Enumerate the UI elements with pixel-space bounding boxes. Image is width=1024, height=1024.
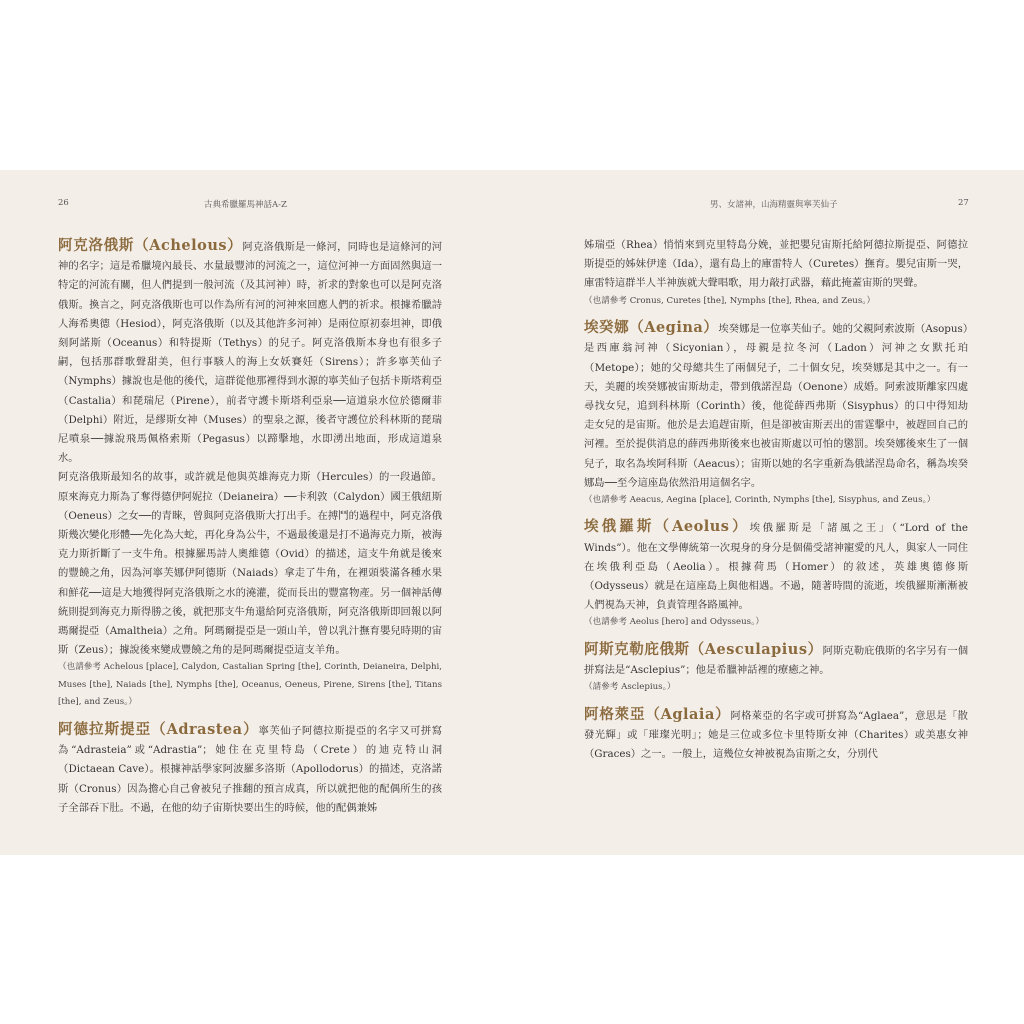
right-page-text [584, 236, 968, 772]
entry-reference: （也請參考 Achelous [place], Calydon, Castalian Spring [the], Corinth, Deianeira, Delphi, Muses [the], Naiads [the], Nymphs [the], Oceanus, Oeneus, Pirene, Sirens [the], Titans [the], and Zeus。） [58, 662, 442, 708]
entry [58, 720, 442, 818]
entry [584, 318, 968, 509]
entry-reference: （也請參考 Cronus, Curetes [the], Nymphs [the], Rhea, and Zeus。） [584, 295, 876, 306]
right-page [512, 170, 1024, 855]
entry [584, 705, 968, 765]
entry-body: 阿斯克勒庇俄斯的名字另有一個拼寫法是“Asclepius”；他是希臘神話裡的療癒之神。 [584, 644, 969, 677]
entry-body: 阿格萊亞的名字或可拼寫為“Aglaea”，意思是「散發光輝」或「璀璨光明」；她是三位或多位卡里特斯女神（Charites）或美惠女神（Graces）之一。一般上，這幾位女神被視為宙斯之女，分別代 [584, 709, 968, 761]
entry [58, 236, 442, 712]
left-page [0, 170, 512, 855]
entry-body: 阿克洛俄斯最知名的故事，或許就是他與英雄海克力斯（Hercules）的一段過節。原來海克力斯為了奪得德伊阿妮拉（Deianeira）──卡利敦（Calydon）國王俄紐斯（Oeneus）之女──的青睞，曾與阿克洛俄斯大打出手。在搏鬥的過程中，阿克洛俄斯幾次變化形體──先化為大蛇，再化身為公牛，不過最後還是打不過海克力斯，被海克力斯折斷了一支牛角。根據羅馬詩人奧維德（Ovid）的描述，這支牛角就是後來的豐饒之角，因為河寧芙娜伊阿德斯（Naiads）拿走了牛角，在裡頭裝滿各種水果和鮮花──這是大地獲得阿克洛俄斯之水的澆灌，從而長出的豐富物產。另一個神話傳統則提到海克力斯得勝之後，就把那支牛角還給阿克洛俄斯，阿克洛俄斯即回報以阿瑪爾提亞（Amaltheia）之角。阿瑪爾提亞是一頭山羊，曾以乳汁撫育嬰兒時期的宙斯（Zeus）；據說後來變成豐饒之角的是阿瑪爾提亞這支羊角。 [58, 471, 442, 657]
entry-reference: （也請參考 Aeolus [hero] and Odysseus。） [584, 617, 764, 628]
entry-body: 阿克洛俄斯是一條河，同時也是這條河的河神的名字；這是希臘境內最長、水量最豐沛的河流之一，這位河神一方面固然與這一特定的河流有關，但人們提到一般河流（及其河神）時，祈求的對象也可以是阿克洛俄斯。換言之，阿克洛俄斯也可以作為所有河的河神來回應人們的祈求。根據希臘詩人海希奧德（Hesiod），阿克洛俄斯（以及其他許多河神）是兩位原初泰坦神，即俄刻阿諾斯（Oceanus）和特提斯（Tethys）的兒子。阿克洛俄斯本身也有很多子嗣，包括那群歌聲甜美，但行事駭人的海上女妖賽妊（Sirens）；許多寧芙仙子（Nymphs）據說也是他的後代，這群從他那裡得到水源的寧芙仙子包括卡斯塔莉亞（Castalia）和琵瑞尼（Pirene），前者守護卡斯塔利亞泉──這道泉水位於德爾菲（Delphi）附近，是繆斯女神（Muses）的聖泉之源，後者守護位於科林斯的琵瑞尼噴泉──據說飛馬佩格索斯（Pegasus）以蹄擊地，水即湧出地面，形成這道泉水。 [58, 241, 443, 465]
entry-heading: 阿德拉斯提亞（Adrastea） [58, 720, 259, 738]
book-spread [0, 170, 1024, 855]
entry [584, 517, 968, 632]
entry [584, 640, 968, 697]
entry-body: 寧芙仙子阿德拉斯提亞的名字又可拼寫為“Adrasteia”或“Adrastia”；她住在克里特島（Crete）的迪克特山洞（Dictaean Cave）。根據神話學家阿波羅多洛斯（Apollodorus）的描述，克洛諾斯（Cronus）因為擔心自己會被兒子推翻的預言成真，所以就把他的配偶所生的孩子全部吞下肚。不過，在他的幼子宙斯快要出生的時候，他的配偶兼姊 [58, 724, 443, 814]
entry-heading: 阿格萊亞（Aglaia） [584, 705, 731, 723]
left-page-text [58, 236, 442, 826]
page-number: 27 [958, 198, 969, 208]
entry-body: 埃俄羅斯是「諸風之王」（“Lord of the Winds”）。他在文學傳統第一次現身的身分是個備受諸神寵愛的凡人，與家人一同住在埃俄利亞島（Aeolia）。根據荷馬（Homer）的敘述，英雄奧德修斯（Odysseus）就是在這座島上與他相遇。不過，隨著時間的流逝，埃俄羅斯漸漸被人們視為天神，負責管理各路風神。 [584, 522, 968, 612]
entry-heading: 埃癸娜（Aegina） [584, 319, 719, 337]
entry-heading: 埃俄羅斯（Aeolus） [584, 518, 750, 536]
entry-reference: （請參考 Asclepius。） [584, 682, 676, 693]
entry-heading: 阿斯克勒庇俄斯（Aesculapius） [584, 640, 823, 658]
entry-reference: （也請參考 Aeacus, Aegina [place], Corinth, Nymphs [the], Sisyphus, and Zeus。） [584, 494, 936, 505]
running-head: 男、女諸神，山海精靈與寧芙仙子 [710, 200, 838, 210]
page-number: 26 [58, 198, 69, 208]
entry-heading: 阿克洛俄斯（Achelous） [58, 237, 243, 254]
running-head: 古典希臘羅馬神話A-Z [204, 200, 287, 210]
entry-body: 埃癸娜是一位寧芙仙子。她的父親阿索波斯（Asopus）是西庫翁河神（Sicyonian），母親是拉冬河（Ladon）河神之女默托珀（Metope）；她的父母總共生了兩個兒子，二十個女兒，埃癸娜是其中之一。有一天，美麗的埃癸娜被宙斯劫走，帶到俄諾涅島（Oenone）成婚。阿索波斯離家四處尋找女兒，追到科林斯（Corinth）後，他從薛西弗斯（Sisyphus）的口中得知劫走女兒的是宙斯。他於是去追趕宙斯，但是卻被宙斯丟出的雷霆擊中，被趕回自己的河裡。至於提供消息的薛西弗斯後來也被宙斯處以可怕的懲罰。埃癸娜後來生了一個兒子，取名為埃阿科斯（Aeacus）；宙斯以她的名字重新為俄諾涅島命名，稱為埃癸娜島──至今這座島依然沿用這個名字。 [584, 323, 969, 489]
continued-text [584, 236, 968, 310]
entry-body: 姊瑞亞（Rhea）悄悄來到克里特島分娩，並把嬰兒宙斯托給阿德拉斯提亞、阿德拉斯提亞的姊妹伊達（Ida），還有島上的庫雷特人（Curetes）撫育。嬰兒宙斯一哭，庫雷特這群半人半神族就大聲唱歌，用力敲打武器，藉此掩蓋宙斯的哭聲。 [584, 239, 968, 290]
